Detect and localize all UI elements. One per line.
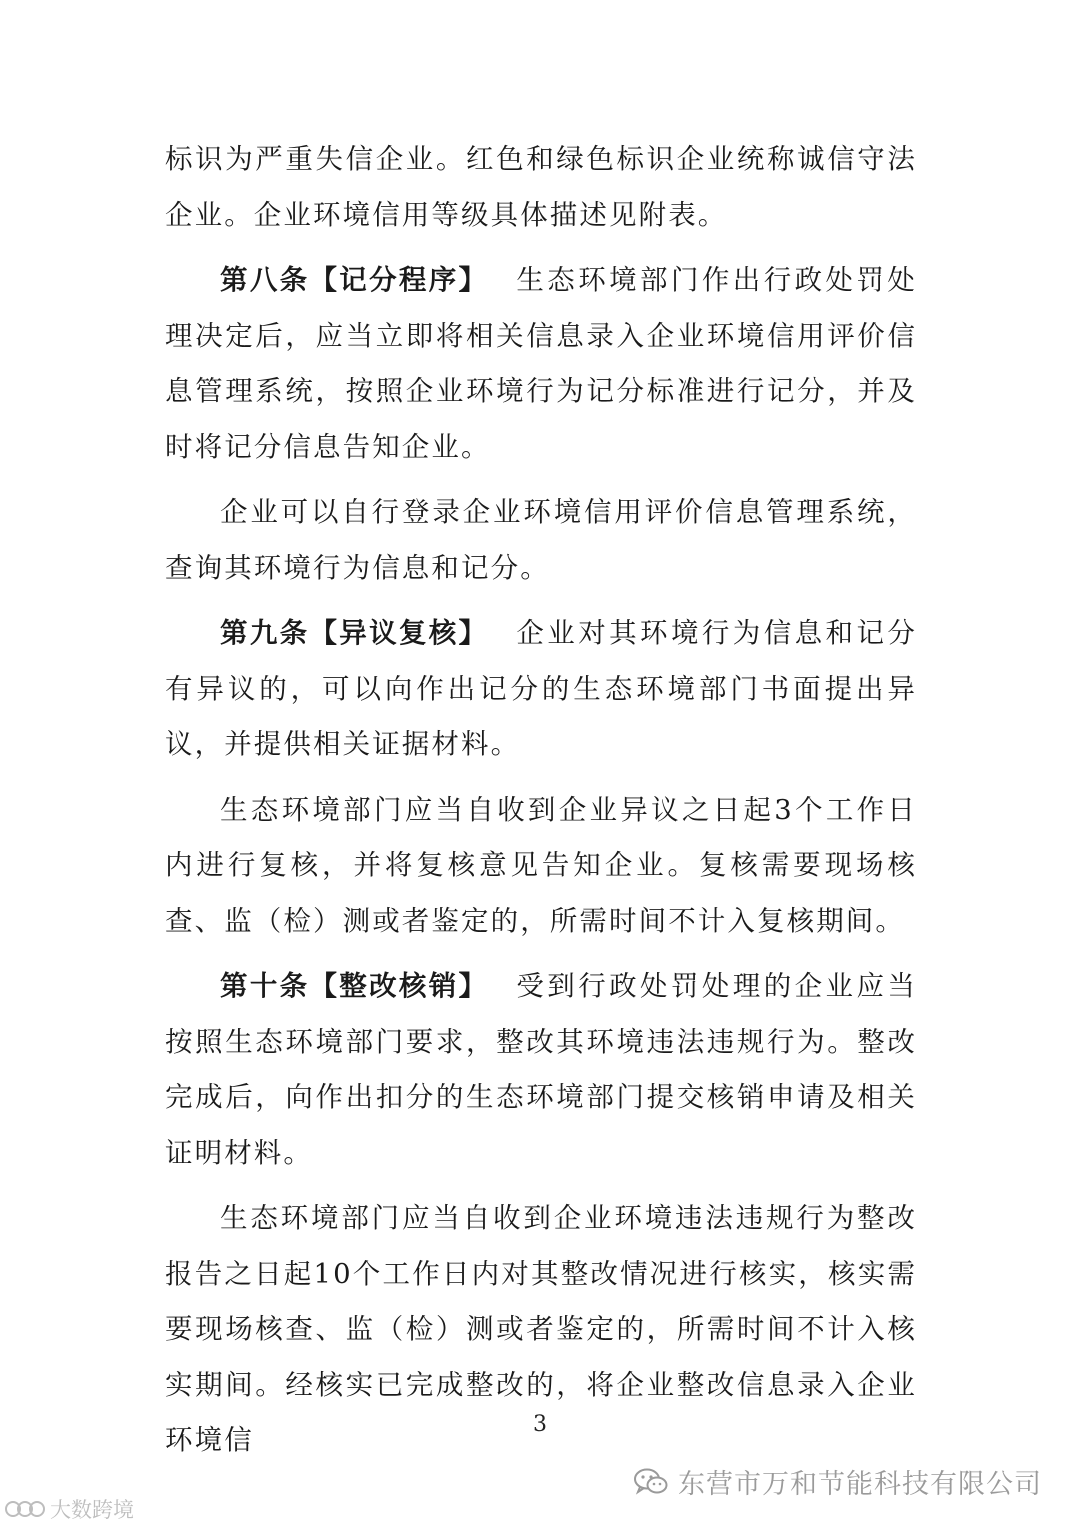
article-8-heading: 第八条【记分程序】 — [220, 264, 489, 296]
paragraph-text: 生态环境部门作出行政处罚处理决定后，应当立即将相关信息录入企业环境信用评价信息管理系统，按照企业环境行为记分标准进行记分，并及时将记分信息告知企业。 — [165, 264, 917, 463]
paragraph-text: 生态环境部门应当自收到企业异议之日起3个工作日内进行复核，并将复核意见告知企业。复核需要现场核查、监（检）测或者鉴定的，所需时间不计入复核期间。 — [165, 793, 917, 937]
page-number: 3 — [533, 1412, 547, 1437]
paragraph-text: 企业对其环境行为信息和记分有异议的，可以向作出记分的生态环境部门书面提出异议，并提供相关证据材料。 — [165, 617, 917, 760]
paragraph-1 — [165, 132, 917, 243]
paragraph-text: 受到行政处罚处理的企业应当按照生态环境部门要求，整改其环境违法违规行为。整改完成后，向作出扣分的生态环境部门提交核销申请及相关证明材料。 — [165, 970, 917, 1169]
wechat-watermark — [634, 1462, 1042, 1501]
corner-mark-text: 大数跨境 — [50, 1498, 134, 1522]
article-9-paragraph — [165, 606, 917, 773]
paragraph-5 — [165, 783, 917, 950]
corner-watermark — [4, 1494, 134, 1524]
article-8-paragraph — [165, 253, 917, 475]
wechat-icon — [634, 1468, 668, 1496]
logo-icon — [4, 1498, 46, 1520]
article-10-heading: 第十条【整改核销】 — [220, 970, 489, 1002]
article-9-heading: 第九条【异议复核】 — [220, 617, 489, 649]
paragraph-text: 标识为严重失信企业。红色和绿色标识企业统称诚信守法企业。企业环境信用等级具体描述见附表。 — [165, 143, 917, 231]
watermark-text: 东营市万和节能科技有限公司 — [678, 1469, 1042, 1500]
article-10-paragraph — [165, 959, 917, 1181]
document-body — [165, 132, 917, 1479]
paragraph-text: 生态环境部门应当自收到企业环境违法违规行为整改报告之日起10个工作日内对其整改情况进行核实，核实需要现场核查、监（检）测或者鉴定的，所需时间不计入核实期间。经核实已完成整改的，将企业整改信息录入企业环境信 — [165, 1202, 917, 1456]
paragraph-3 — [165, 485, 917, 596]
paragraph-text: 企业可以自行登录企业环境信用评价信息管理系统，查询其环境行为信息和记分。 — [165, 496, 917, 584]
